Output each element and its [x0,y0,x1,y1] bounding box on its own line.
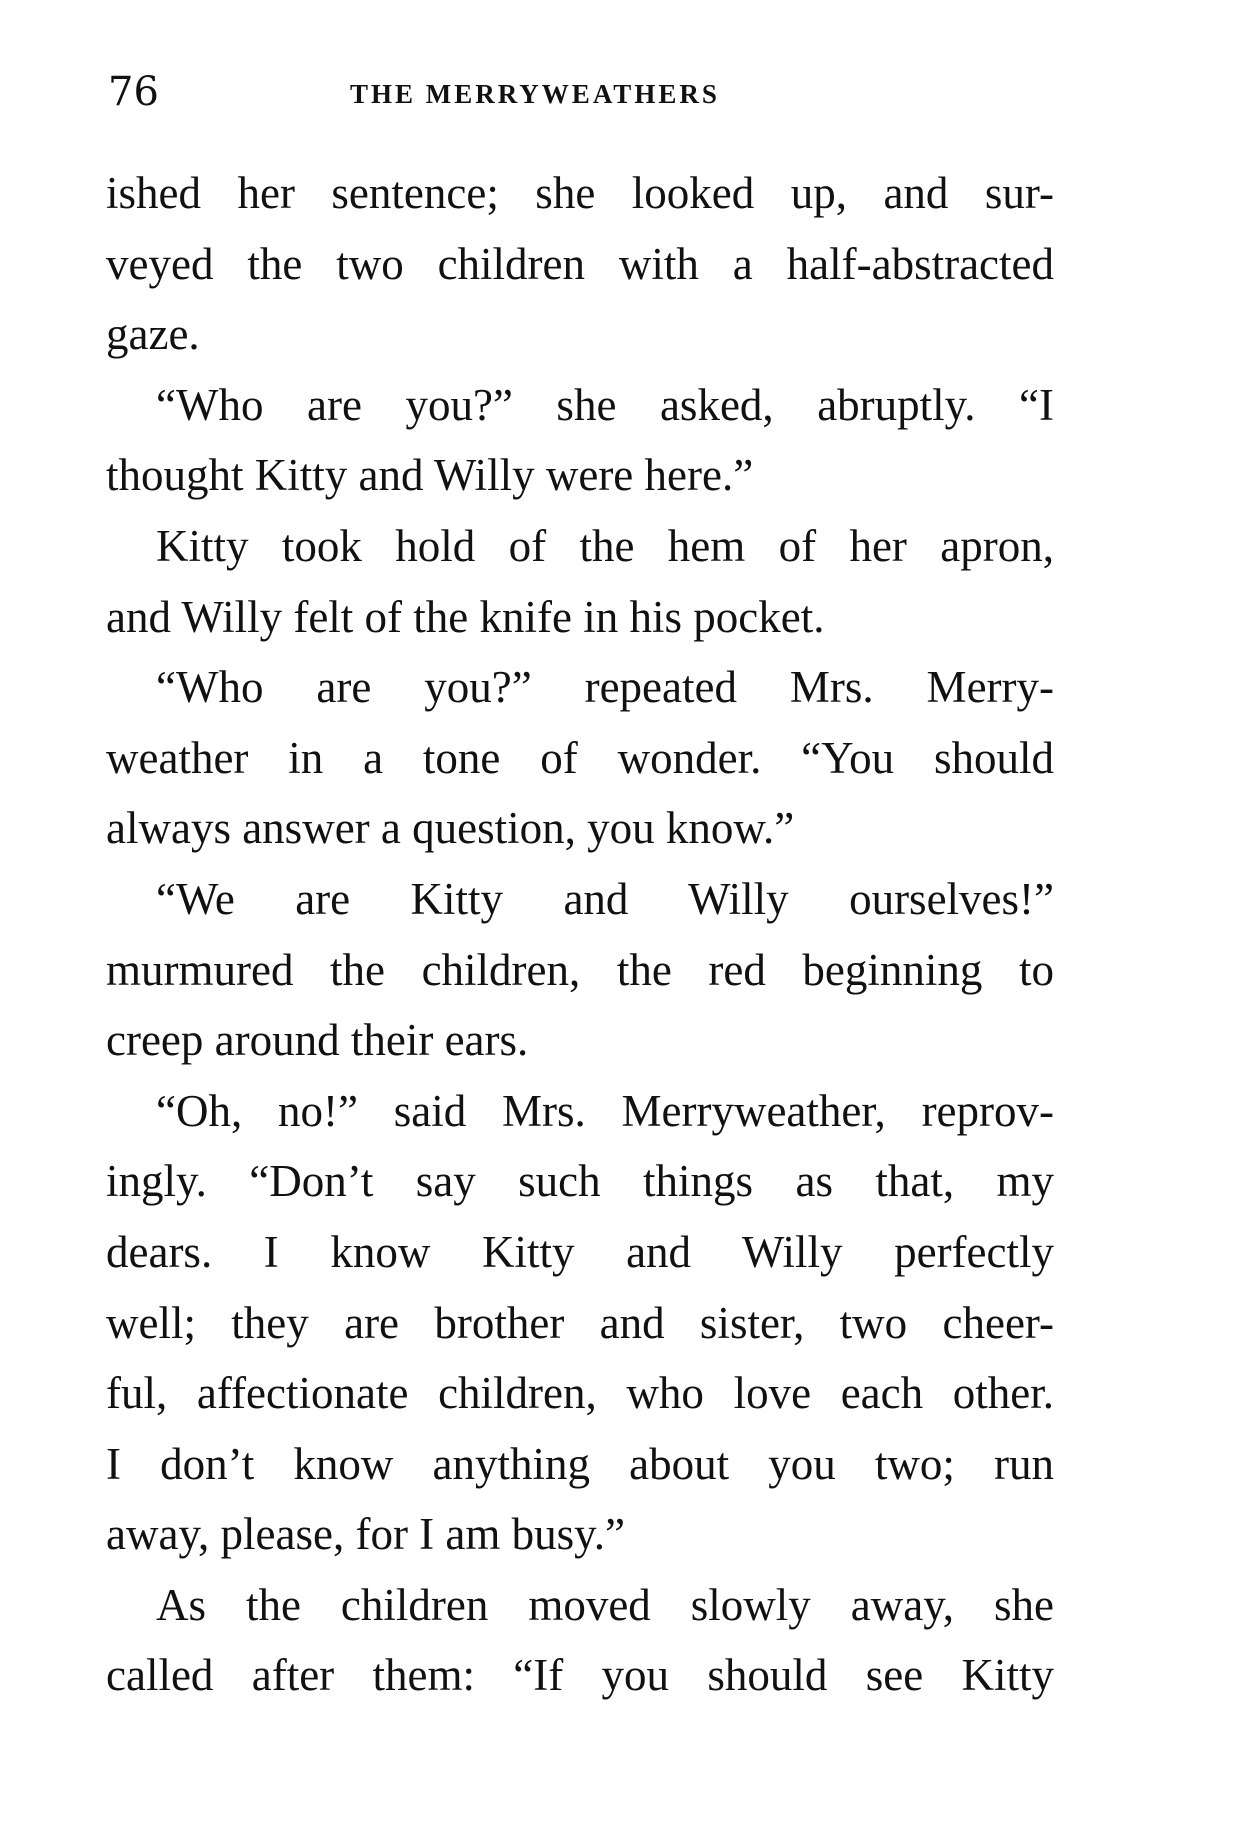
body-text [106,158,1054,1711]
paragraph [106,652,1054,864]
text-line: dears. I know Kitty and Willy perfectly [106,1226,1054,1277]
text-line: thought Kitty and Willy were here.” [106,450,754,501]
text-line: “Who are you?” repeated Mrs. Merry- [156,662,1054,713]
paragraph [106,1570,1054,1711]
text-line: ful, affectionate children, who love each other. [106,1368,1054,1419]
running-title: THE MERRYWEATHERS [350,79,720,109]
text-line: away, please, for I am busy.” [106,1509,625,1560]
text-line: gaze. [106,309,200,360]
text-line: “Oh, no!” said Mrs. Merryweather, reprov- [156,1085,1054,1136]
paragraph [106,511,1054,652]
text-line: murmured the children, the red beginning to [106,944,1054,995]
text-line: ingly. “Don’t say such things as that, my [106,1156,1054,1207]
page-number: 76 [108,69,159,115]
paragraph [106,158,1054,370]
paragraph [106,864,1054,1076]
page-header [108,62,1058,122]
text-line: always answer a question, you know.” [106,803,795,854]
text-line: veyed the two children with a half-abstracted [106,238,1054,289]
text-line: I don’t know anything about you two; run [106,1438,1054,1489]
text-line: creep around their ears. [106,1015,529,1066]
text-line: weather in a tone of wonder. “You should [106,732,1054,783]
text-line: ished her sentence; she looked up, and sur- [106,168,1054,218]
text-line: “We are Kitty and Willy ourselves!” [156,873,1054,924]
text-line: called after them: “If you should see Kitty [106,1650,1054,1701]
text-line: and Willy felt of the knife in his pocket. [106,591,825,642]
paragraph [106,370,1054,511]
text-line: well; they are brother and sister, two cheer- [106,1297,1054,1348]
text-line: As the children moved slowly away, she [156,1579,1054,1630]
text-line: “Who are you?” she asked, abruptly. “I [156,379,1054,430]
paragraph [106,1076,1054,1570]
text-line: Kitty took hold of the hem of her apron, [156,520,1054,571]
